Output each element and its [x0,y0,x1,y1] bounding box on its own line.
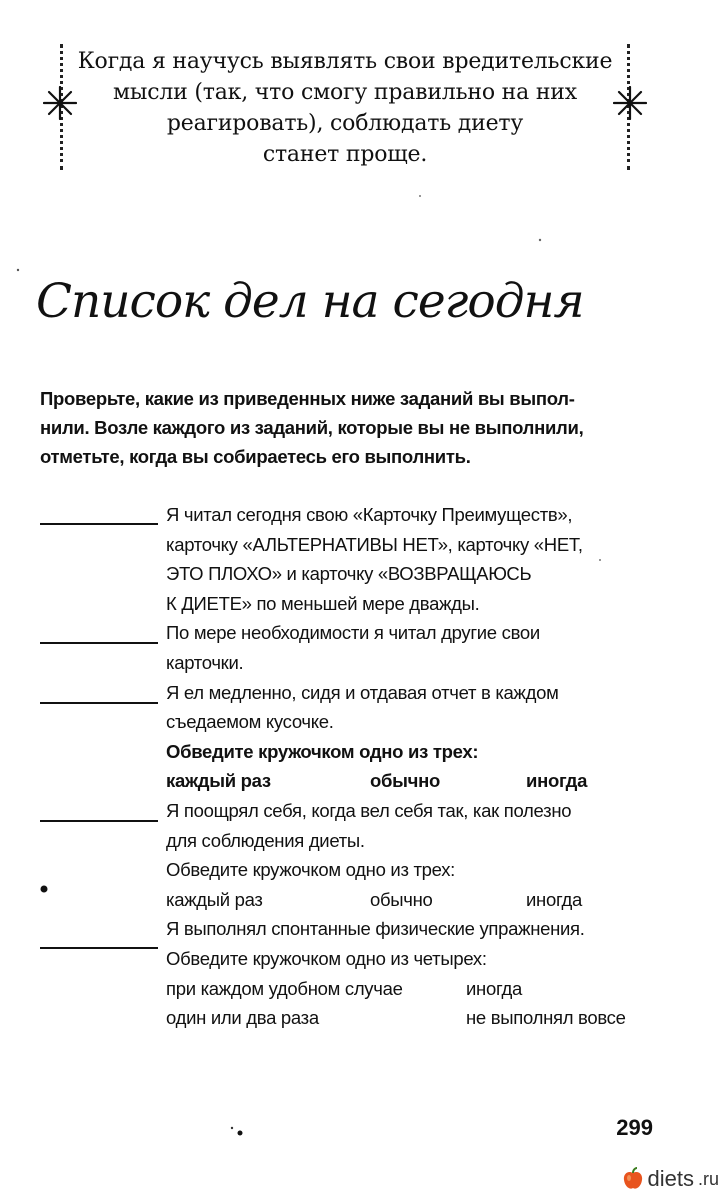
choice-option[interactable]: иногда [526,888,583,910]
task-prompt: Обведите кружочком одно из трех: [166,859,456,881]
answer-blank-line[interactable] [40,820,158,822]
task-prompt: Обведите кружочком одно из четырех: [166,947,487,969]
choice-option[interactable]: иногда [526,770,588,792]
answer-blank-line[interactable] [40,947,158,949]
task-text: карточки. [166,651,244,673]
choice-option[interactable]: при каждом удобном случае [166,977,403,999]
task-item [0,500,723,618]
task-text: Я ел медленно, сидя и отдавая отчет в каждом [166,681,559,703]
task-item [0,618,723,677]
task-text: Я выполнял спонтанные физические упражнения. [166,918,585,940]
tip-line: станет проще. [262,142,428,167]
task-checklist [0,500,723,1033]
choice-options [0,885,723,915]
instructions [40,384,660,471]
site-watermark [622,1166,720,1192]
instructions-line: отметьте, когда вы собираетесь его выполнить. [40,446,471,467]
choice-options [0,766,723,796]
choice-options [0,974,723,1004]
task-text: К ДИЕТЕ» по меньшей мере дважды. [166,592,480,614]
choice-option[interactable]: не выполнял вовсе [466,1007,626,1029]
task-item [0,914,723,1032]
task-text: Я читал сегодня свою «Карточку Преимуществ», [166,504,573,525]
choice-option[interactable]: один или два раза [166,1007,319,1029]
task-text: съедаемом кусочке. [166,711,334,733]
task-item [0,796,723,914]
task-text: карточку «АЛЬТЕРНАТИВЫ НЕТ», карточку «НЕТ, [166,533,583,555]
tip-box [60,44,630,170]
apple-icon [622,1167,644,1191]
task-text: ЭТО ПЛОХО» и карточку «ВОЗВРАЩАЮСЬ [166,563,532,585]
choice-option[interactable]: каждый раз [166,888,263,910]
choice-option[interactable]: обычно [370,888,433,910]
tip-line: мысли (так, что смогу правильно на них [113,80,577,105]
task-text: Я поощрял себя, когда вел себя так, как полезно [166,799,572,821]
instructions-line: нили. Возле каждого из заданий, которые вы не выполнили, [40,417,584,438]
choice-option[interactable]: обычно [370,770,440,792]
choice-option[interactable]: каждый раз [166,770,271,792]
watermark-tld: .ru [697,1168,719,1189]
watermark-name: diets [647,1166,694,1191]
choice-option[interactable]: иногда [466,977,523,999]
page-number: 299 [616,1115,653,1140]
task-item [0,678,723,796]
answer-blank-line[interactable] [40,642,158,644]
sparkle-icon [43,86,77,120]
choice-options [0,1003,723,1033]
answer-blank-line[interactable] [40,702,158,704]
instructions-line: Проверьте, какие из приведенных ниже заданий вы выпол- [40,388,575,409]
task-text: для соблюдения диеты. [166,829,365,851]
tip-text [74,46,616,170]
tip-line: реагировать), соблюдать диету [166,111,524,136]
task-prompt: Обведите кружочком одно из трех: [166,740,479,762]
sparkle-icon [613,86,647,120]
answer-blank-line[interactable] [40,523,158,525]
tip-line: Когда я научусь выявлять свои вредительские [77,49,613,74]
task-text: По мере необходимости я читал другие свои [166,622,540,644]
page-heading: Список дел на сегодня [36,274,584,329]
